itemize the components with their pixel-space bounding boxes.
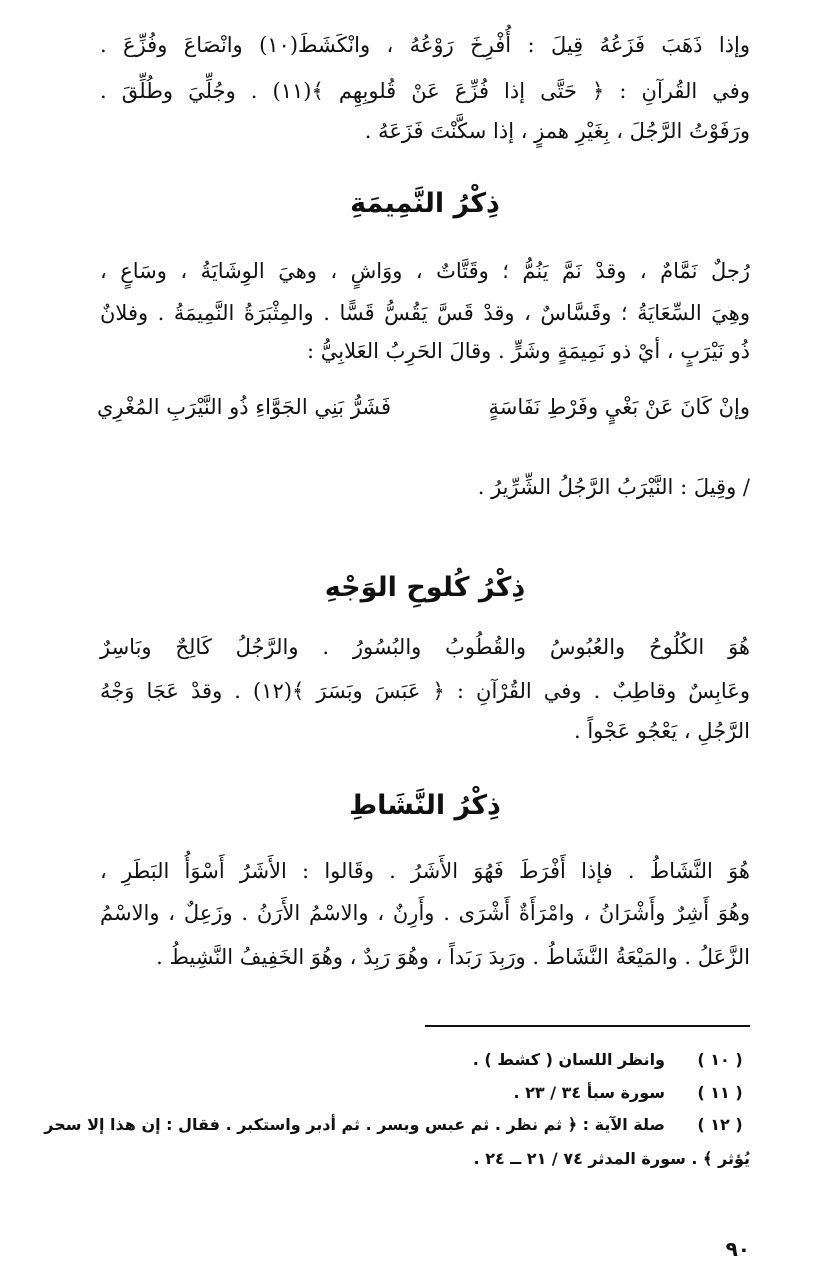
text-line: وهِيَ السِّعَايَةُ ؛ وقَسَّاسٌ ، وقدْ قَسَّ يَقُسُّ قَسًّا . والمِثْبَرَةُ النَّمِيمَةُ . وفلانٌ	[100, 301, 750, 325]
text-line: هُوَ النَّشَاطُ . فإذا أَفْرَطَ فَهُوَ الأَشَرُ . وقَالوا : الأَشَرُ أَسْوَأُ البَطَرِ ،	[100, 859, 750, 883]
text-line: وعَابِسٌ وقاطِبٌ . وفي القُرْآنِ : ﴿ عَبَسَ وبَسَرَ ﴾(١٢) . وقدْ عَجَا وَجْهُ	[100, 679, 750, 703]
footnote-divider	[425, 1025, 750, 1027]
text-line: وفي القُرآنِ : ﴿ حَتَّى إذا فُزِّعَ عَنْ قُلوبِهِم ﴾(١١) . وجُلِّيَ وطُلِّقَ .	[100, 79, 750, 103]
footnote-number: ( ١١ )	[697, 1083, 743, 1102]
footnote-text: سورة سبأ ٣٤ / ٢٣ .	[513, 1083, 665, 1102]
text-line: وهُوَ أَشِرٌ وأَشْرَانُ ، وامْرَأَةٌ أَشْرَى . وأَرِنٌ ، والاسْمُ الأَرَنُ . وزَعِلٌ ، والاسْمُ	[100, 901, 750, 925]
text-line: الزَّعَلُ . والمَيْعَةُ النَّشَاطُ . ورَبِدَ رَبَداً ، وهُوَ رَبِدٌ ، وهُوَ الخَفِيفُ النَّشِيطُ .	[156, 945, 750, 969]
text-line: هُوَ الكُلُوحُ والعُبُوسُ والقُطُوبُ والبُسُورُ . والرَّجُلُ كَالِحٌ وبَاسِرٌ	[100, 635, 750, 659]
verse-hemistich-left: فَشَرُّ بَنِي الجَوَّاءِ ذُو النَّيْرَبِ المُغْرِي	[97, 395, 392, 419]
footnote-number: ( ١٢ )	[697, 1115, 743, 1134]
text-line: ذُو نَيْرَبٍ ، أيْ ذو نَمِيمَةٍ وشَرٍّ . وقالَ الحَرِبُ العَلابِيُّ :	[306, 339, 750, 363]
footnote-text: صلة الآية : ﴿ ثم نظر . ثم عبس وبسر . ثم أدبر واستكبر . فقال : إن هذا إلا سحر	[44, 1115, 665, 1134]
section-heading: ذِكْرُ كُلوحِ الوَجْهِ	[324, 572, 526, 603]
text-line: ورَفَوْتُ الرَّجُلَ ، بِغَيْرِ همزٍ ، إذا سكَّنْتَ فَزَعَهُ .	[364, 119, 750, 143]
page-number: ٩٠	[725, 1237, 750, 1261]
footnote-number: ( ١٠ )	[697, 1050, 743, 1069]
footnote-text: وانظر اللسان ( كشط ) .	[472, 1050, 665, 1069]
text-line: / وقِيلَ : النَّيْرَبُ الرَّجُلُ الشِّرِّيرُ .	[477, 475, 750, 499]
text-line: رُجلٌ نَمَّامٌ ، وقدْ نَمَّ يَنُمُّ ؛ وقَتَّاتٌ ، ووَاشٍ ، وهيَ الوِشَايَةُ ، وسَاعٍ ،	[100, 259, 750, 283]
text-line: وإذا ذَهَبَ فَزَعُهُ قِيلَ : أُفْرِخَ رَوْعُهُ ، وانْكَشَطَ(١٠) وانْصَاعَ وفُزِّعَ .	[100, 33, 750, 57]
footnote-text-continued: يُؤثر ﴾ . سورة المدثر ٧٤ / ٢١ ــ ٢٤ .	[473, 1149, 750, 1168]
section-heading: ذِكْرُ النَّمِيمَةِ	[350, 188, 500, 219]
verse-hemistich-right: وإنْ كَانَ عَنْ بَغْيٍ وفَرْطِ نَفَاسَةٍ	[488, 395, 750, 419]
text-line: الرَّجُلِ ، يَعْجُو عَجْواً .	[573, 719, 750, 743]
section-heading: ذِكْرُ النَّشَاطِ	[349, 790, 501, 821]
